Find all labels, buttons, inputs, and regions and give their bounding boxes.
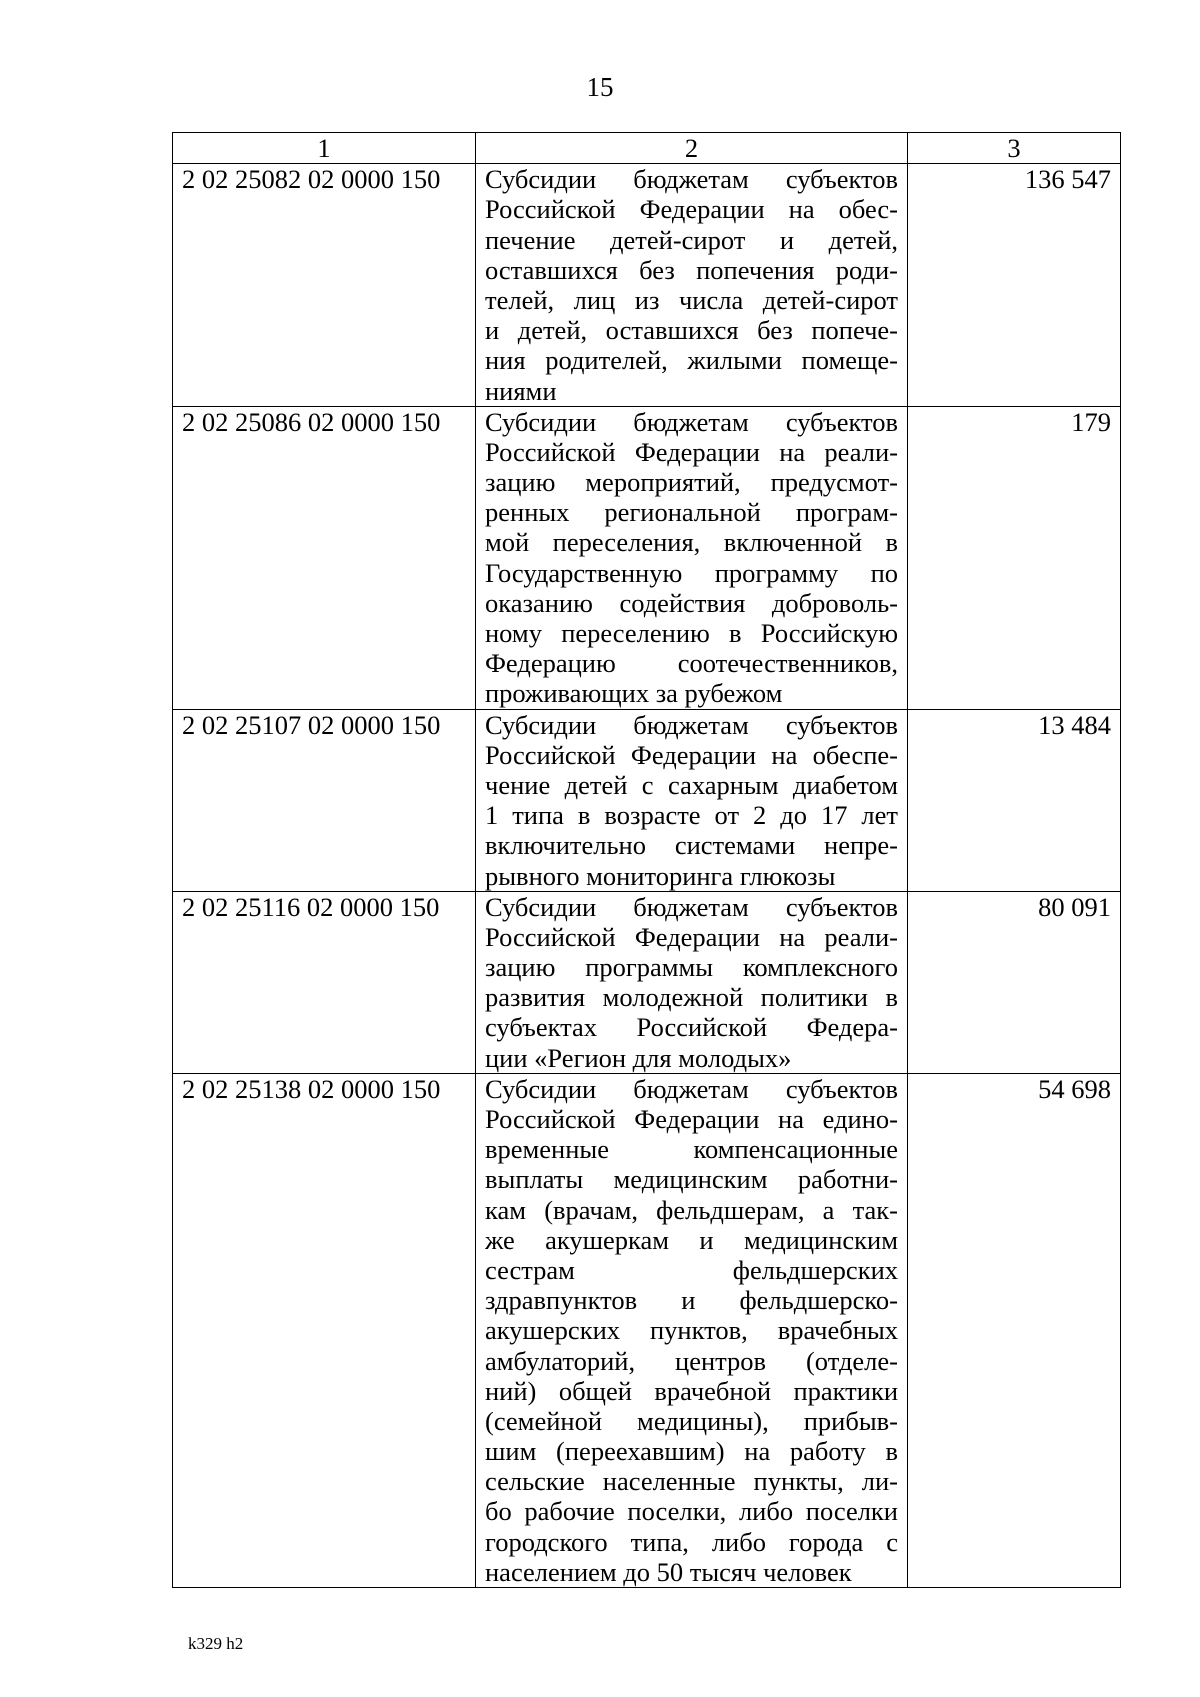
table-header-row [173, 133, 1121, 164]
description-line: субъектах Российской Федера- [485, 1012, 898, 1043]
description-line: 1 типа в возрасте от 2 до 17 лет [485, 800, 898, 831]
description-line: населением до 50 тысяч человек [485, 1556, 852, 1587]
description-line: зацию программы комплексного [485, 952, 898, 983]
description-line: Субсидии бюджетам субъектов [485, 406, 898, 437]
description-line: оказанию содействия доброволь- [485, 587, 898, 618]
description-line: сельские населенные пункты, ли- [485, 1466, 898, 1497]
amount-value: 54 698 [908, 1073, 1121, 1587]
description-line: Федерацию соотечественников, [485, 648, 898, 679]
revenue-description [476, 709, 908, 891]
description-line: включительно системами непре- [485, 830, 898, 861]
description-line: и детей, оставшихся без попече- [485, 315, 898, 346]
description-line: ния родителей, жилыми помеще- [485, 345, 898, 376]
description-line: здравпунктов и фельдшерско- [485, 1285, 898, 1316]
description-line: же акушеркам и медицинским [485, 1224, 898, 1255]
description-line: зацию мероприятий, предусмот- [485, 467, 898, 498]
description-line: городского типа, либо города с [485, 1526, 898, 1557]
table-row [173, 406, 1121, 709]
description-line: сестрам фельдшерских [485, 1254, 898, 1285]
budget-classification-code: 2 02 25107 02 0000 150 [173, 709, 476, 891]
column-header-code: 1 [173, 133, 476, 164]
description-line: печение детей-сирот и детей, [485, 224, 898, 255]
description-line: (семейной медицины), прибыв- [485, 1405, 898, 1436]
description-line: шим (переехавшим) на работу в [485, 1436, 898, 1467]
description-line: акушерских пунктов, врачебных [485, 1315, 898, 1346]
description-line: Российской Федерации на едино- [485, 1104, 898, 1135]
budget-table [172, 132, 1121, 1588]
description-line: ному переселению в Российскую [485, 618, 898, 649]
budget-classification-code: 2 02 25082 02 0000 150 [173, 164, 476, 407]
description-line: рывного мониторинга глюкозы [485, 860, 836, 891]
description-line: телей, лиц из числа детей-сирот [485, 284, 898, 315]
description-line: проживающих за рубежом [485, 678, 783, 709]
description-line: чение детей с сахарным диабетом [485, 769, 898, 800]
amount-value: 136 547 [908, 164, 1121, 407]
description-line: Российской Федерации на обес- [485, 194, 898, 225]
description-line: Субсидии бюджетам субъектов [485, 709, 898, 740]
description-line: Российской Федерации на реали- [485, 436, 898, 467]
revenue-description [476, 1073, 908, 1587]
table-row [173, 709, 1121, 891]
description-line: ренных региональной програм- [485, 497, 898, 528]
description-line: временные компенсационные [485, 1134, 898, 1165]
column-header-amount: 3 [908, 133, 1121, 164]
description-line: мой переселения, включенной в [485, 527, 898, 558]
revenue-description [476, 406, 908, 709]
revenue-description [476, 891, 908, 1073]
amount-value: 13 484 [908, 709, 1121, 891]
table-row [173, 891, 1121, 1073]
description-line: ниями [485, 375, 557, 406]
table-row [173, 1073, 1121, 1587]
description-line: выплаты медицинским работни- [485, 1164, 898, 1195]
description-line: Российской Федерации на обеспе- [485, 739, 898, 770]
description-line: ний) общей врачебной практики [485, 1375, 898, 1406]
revenue-description [476, 164, 908, 407]
amount-value: 179 [908, 406, 1121, 709]
description-line: развития молодежной политики в [485, 982, 898, 1013]
description-line: бо рабочие поселки, либо поселки [485, 1496, 898, 1527]
description-line: Российской Федерации на реали- [485, 921, 898, 952]
description-line: Государственную программу по [485, 557, 898, 588]
budget-classification-code: 2 02 25086 02 0000 150 [173, 406, 476, 709]
amount-value: 80 091 [908, 891, 1121, 1073]
description-line: Субсидии бюджетам субъектов [485, 1073, 898, 1104]
page-number: 15 [586, 72, 614, 102]
table-row [173, 164, 1121, 407]
description-line: ции «Регион для молодых» [485, 1042, 792, 1073]
description-line: кам (врачам, фельдшерам, а так- [485, 1194, 898, 1225]
budget-classification-code: 2 02 25138 02 0000 150 [173, 1073, 476, 1587]
budget-classification-code: 2 02 25116 02 0000 150 [173, 891, 476, 1073]
column-header-description: 2 [476, 133, 908, 164]
description-line: амбулаторий, центров (отделе- [485, 1345, 898, 1376]
table-body [173, 164, 1121, 1588]
document-footer-code: k329 h2 [188, 1634, 244, 1653]
description-line: Субсидии бюджетам субъектов [485, 164, 898, 195]
description-line: оставшихся без попечения роди- [485, 254, 898, 285]
description-line: Субсидии бюджетам субъектов [485, 891, 898, 922]
